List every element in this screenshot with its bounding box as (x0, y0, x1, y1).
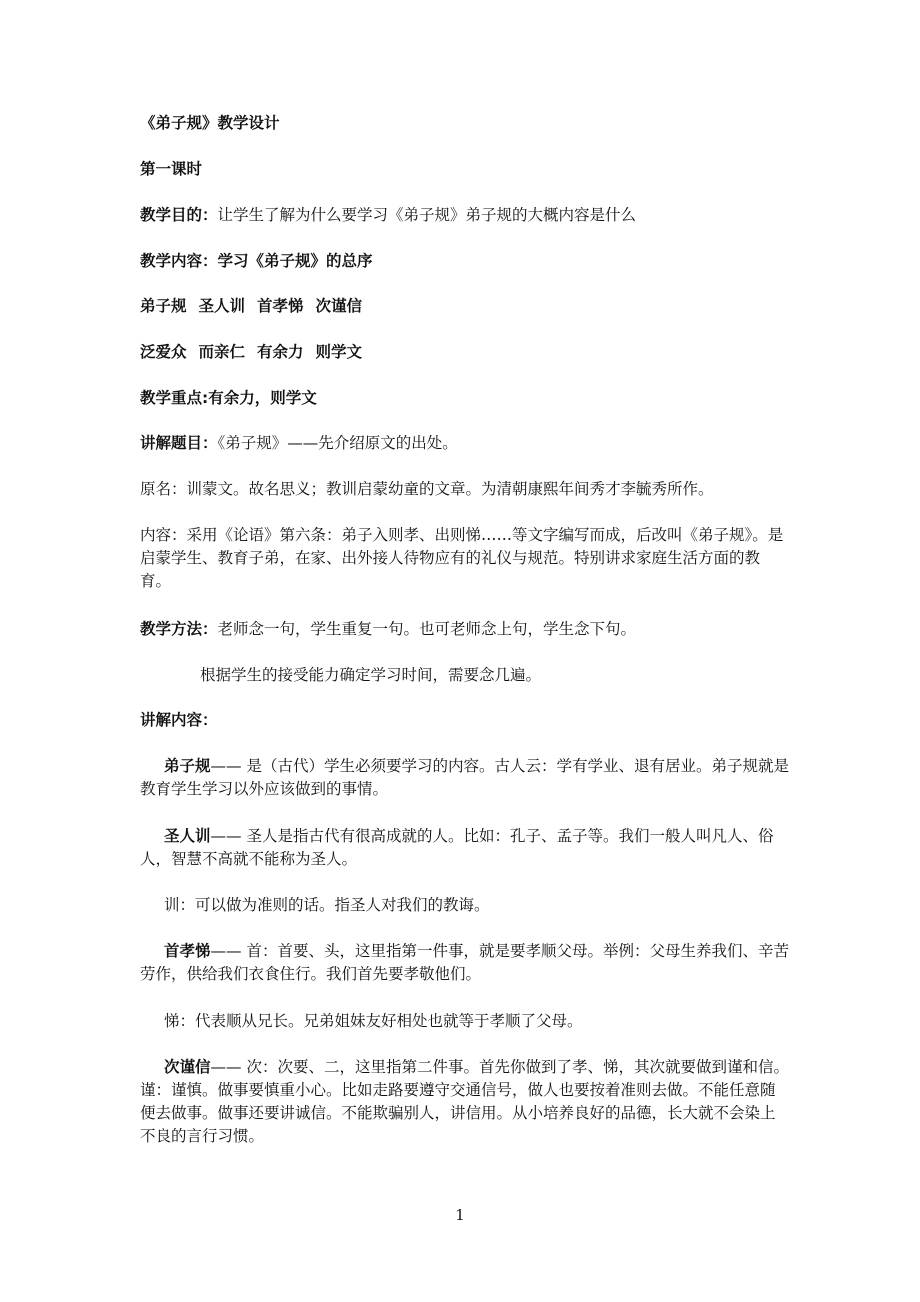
verse-phrase: 而亲仁 (198, 343, 246, 361)
lesson-heading: 第一课时 (140, 160, 203, 178)
method-label: 教学方法： (140, 620, 218, 638)
method-text: 老师念一句，学生重复一句。也可老师念上句，学生念下句。 (217, 620, 637, 638)
lecture-term: 次谨信 (164, 1058, 211, 1076)
lecture-text: —— 次：次要、二，这里指第二件事。首先你做到了孝、悌，其次就要做到谨和信。谨：谨慎。做事要慎重小心。比如走路要遵守交通信号，做人也要按着准则去做。不能任意随便去做事。做事还要讲诚信。不能欺骗别人，讲信用。从小培养良好的品德，长大就不会染上不良的言行习惯。 (140, 1058, 789, 1145)
content-description-paragraph: 内容：采用《论语》第六条：弟子入则孝、出则悌……等文字编写而成，后改叫《弟子规》。是启蒙学生、教育子弟，在家、出外接人待物应有的礼仪与规范。特别讲求家庭生活方面的教育。 (140, 526, 784, 590)
explain-title-label: 讲解题目： (140, 434, 218, 452)
method-note: 根据学生的接受能力确定学习时间，需要念几遍。 (200, 666, 542, 684)
objective-paragraph (140, 204, 790, 227)
lecture-term: 首孝悌 (164, 942, 211, 960)
explain-title-paragraph (140, 432, 790, 455)
lecture-text: 悌：代表顺从兄长。兄弟姐妹友好相处也就等于孝顺了父母。 (164, 1012, 583, 1030)
document-title: 《弟子规》教学设计 (140, 114, 280, 132)
lecture-heading: 讲解内容： (140, 711, 218, 729)
explain-title-text: 《弟子规》——先介绍原文的出处。 (217, 434, 458, 452)
verse-line-1 (140, 295, 790, 318)
page-number: 1 (455, 1206, 465, 1224)
original-name-paragraph: 原名：训蒙文。故名思义；教训启蒙幼童的文章。为清朝康熙年间秀才李毓秀所作。 (140, 480, 714, 498)
lecture-item (140, 940, 790, 986)
lecture-text: —— 是（古代）学生必须要学习的内容。古人云：学有学业、退有居业。弟子规就是教育学生学习以外应该做到的事情。 (140, 757, 789, 798)
verse-phrase: 圣人训 (198, 297, 246, 315)
lecture-item (140, 1010, 790, 1033)
verse-phrase: 泛爱众 (140, 343, 187, 361)
lecture-text: 训：可以做为准则的话。指圣人对我们的教诲。 (164, 896, 490, 914)
lecture-item (140, 894, 790, 917)
verse-phrase: 弟子规 (140, 297, 187, 315)
verse-phrase: 则学文 (315, 343, 363, 361)
method-paragraph (140, 618, 790, 641)
objective-text: 让学生了解为什么要学习《弟子规》弟子规的大概内容是什么 (217, 206, 637, 224)
lecture-term: 圣人训 (164, 827, 211, 845)
lecture-item (140, 825, 790, 871)
lecture-text: —— 圣人是指古代有很高成就的人。比如：孔子、孟子等。我们一般人叫凡人、俗人，智慧不高就不能称为圣人。 (140, 827, 774, 868)
content-heading: 教学内容：学习《弟子规》的总序 (140, 252, 373, 270)
objective-label: 教学目的： (140, 206, 218, 224)
lecture-item (140, 1056, 790, 1148)
lecture-term: 弟子规 (164, 757, 211, 775)
focus-heading: 教学重点:有余力，则学文 (140, 389, 317, 407)
verse-line-2 (140, 341, 790, 364)
verse-phrase: 有余力 (257, 343, 304, 361)
verse-phrase: 次谨信 (315, 297, 363, 315)
lecture-text: —— 首：首要、头，这里指第一件事，就是要孝顺父母。举例：父母生养我们、辛苦劳作，供给我们衣食住行。我们首先要孝敬他们。 (140, 942, 789, 983)
lecture-item (140, 755, 790, 801)
verse-phrase: 首孝悌 (257, 297, 304, 315)
